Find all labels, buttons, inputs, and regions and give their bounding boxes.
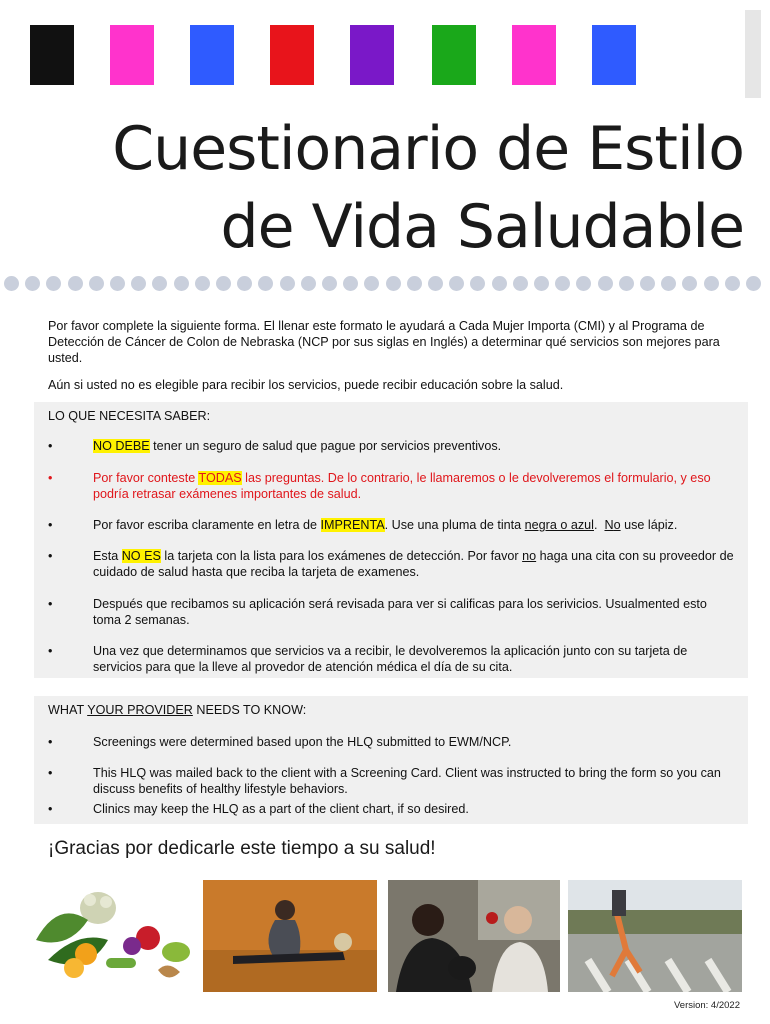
color-square	[512, 25, 556, 85]
bullet-mark: •	[48, 735, 53, 749]
bullet-text: Una vez que determinamos que servicios va a recibir, le devolveremos la aplicación junto con su tarjeta de servicios para que la lleve al provedor de atención médica el día de su cita.	[93, 644, 688, 674]
divider-dot	[492, 276, 507, 291]
divider-dot	[449, 276, 464, 291]
divider-dot	[661, 276, 676, 291]
bullet-text: las preguntas. De lo contrario, le llamaremos o le devolveremos el formulario, y eso podría retrasar exámenes importantes de salud.	[93, 471, 711, 501]
divider-dot	[322, 276, 337, 291]
divider-dot	[364, 276, 379, 291]
divider-dot	[25, 276, 40, 291]
divider-dot	[195, 276, 210, 291]
divider-dot	[598, 276, 613, 291]
divider-dot	[470, 276, 485, 291]
underlined-text: o	[613, 518, 621, 532]
divider-dot	[576, 276, 591, 291]
underlined-text: negra o azul	[524, 518, 594, 532]
bullet-mark: •	[48, 439, 53, 453]
need-to-know-heading: LO QUE NECESITA SABER:	[48, 409, 211, 423]
color-square	[270, 25, 314, 85]
divider-dot	[301, 276, 316, 291]
divider-dot	[682, 276, 697, 291]
running-photo	[568, 880, 742, 992]
divider-dot	[640, 276, 655, 291]
divider-dot	[110, 276, 125, 291]
divider-dot	[407, 276, 422, 291]
provider-box	[34, 696, 748, 824]
divider-dot	[619, 276, 634, 291]
divider-dot	[258, 276, 273, 291]
highlight-text: IMPRENTA	[320, 518, 385, 532]
bullet-mark: •	[48, 766, 53, 780]
bullet-text: . Use una pluma de tinta	[384, 518, 525, 532]
heading-text: WHAT	[48, 703, 88, 717]
bullet-text: Esta	[93, 549, 122, 563]
blood-pressure-photo	[388, 880, 560, 992]
bullet-text: la tarjeta con la lista para los exámenes de detección. Por favor	[160, 549, 523, 563]
bullet-text: This HLQ was mailed back to the client with a Screening Card. Client was instructed to bring the form so you can discuss benefits of healthy lifestyle behaviors.	[93, 766, 721, 796]
dotted-divider	[4, 276, 764, 296]
divider-dot	[68, 276, 83, 291]
highlight-text: TODAS	[198, 471, 242, 485]
color-square	[110, 25, 154, 85]
bullet-mark: •	[48, 549, 53, 563]
bullet-mark: •	[48, 644, 53, 658]
bullet-text: Clinics may keep the HLQ as a part of the client chart, if so desired.	[93, 802, 469, 816]
highlight-text: NO DEBE	[93, 439, 150, 453]
divider-dot	[237, 276, 252, 291]
divider-dot	[513, 276, 528, 291]
bullet-text: Después que recibamos su aplicación será revisada para ver si calificas para los serivicios. Usualmented esto toma 2 semanas.	[93, 597, 707, 627]
divider-dot	[216, 276, 231, 291]
bullet-text: Screenings were determined based upon the HLQ submitted to EWM/NCP.	[93, 735, 512, 749]
heading-underlined: YOUR PROVIDER	[87, 703, 193, 717]
color-strip	[0, 0, 770, 100]
highlight-text: NO ES	[121, 549, 161, 563]
bullet-mark: •	[48, 518, 53, 532]
vegetables-photo	[28, 880, 194, 992]
bullet-text: Por favor escriba claramente en letra de	[93, 518, 321, 532]
bullet-text: use lápiz.	[620, 518, 678, 532]
color-square	[432, 25, 476, 85]
color-square	[592, 25, 636, 85]
bullet-text: Por favor conteste	[93, 471, 199, 485]
need-to-know-box	[34, 402, 748, 678]
divider-dot	[89, 276, 104, 291]
color-square	[190, 25, 234, 85]
provider-heading	[48, 702, 306, 718]
divider-dot	[343, 276, 358, 291]
underlined-text: N	[604, 518, 614, 532]
thanks-message: ¡Gracias por dedicarle este tiempo a su salud!	[48, 838, 436, 859]
divider-dot	[386, 276, 401, 291]
color-square	[350, 25, 394, 85]
bullet-text: .	[593, 518, 605, 532]
divider-dot	[4, 276, 19, 291]
page-title	[44, 110, 744, 266]
divider-dot	[704, 276, 719, 291]
divider-dot	[46, 276, 61, 291]
title-line-1: Cuestionario de Estilo	[112, 114, 744, 184]
bullet-text: haga una cita con su proveedor de cuidado de salud hasta que reciba la tarjeta de examenes.	[93, 549, 734, 579]
underlined-text: no	[522, 549, 537, 563]
divider-dot	[280, 276, 295, 291]
divider-dot	[534, 276, 549, 291]
title-line-2: de Vida Saludable	[220, 192, 744, 262]
bullet-mark: •	[48, 802, 53, 816]
stretching-photo	[203, 880, 377, 992]
bullet-mark: •	[48, 471, 53, 485]
color-square	[30, 25, 74, 85]
divider-dot	[152, 276, 167, 291]
divider-dot	[428, 276, 443, 291]
divider-dot	[746, 276, 761, 291]
divider-dot	[174, 276, 189, 291]
strip-shadow	[745, 10, 761, 98]
divider-dot	[725, 276, 740, 291]
intro-paragraph: Por favor complete la siguiente forma. El llenar este formato le ayudará a Cada Mujer Importa (CMI) y al Programa de Detección de Cáncer de Colon de Nebraska (NCP por sus siglas en Inglés) a determinar qué servicios son mejores para usted.	[48, 319, 720, 365]
intro-paragraph-2: Aún si usted no es elegible para recibir los servicios, puede recibir educación sobre la salud.	[48, 378, 564, 392]
divider-dot	[131, 276, 146, 291]
bullet-mark: •	[48, 597, 53, 611]
divider-dot	[555, 276, 570, 291]
version-label: Version: 4/2022	[673, 1000, 740, 1011]
bullet-text: tener un seguro de salud que pague por servicios preventivos.	[149, 439, 502, 453]
heading-text: NEEDS TO KNOW:	[192, 703, 307, 717]
